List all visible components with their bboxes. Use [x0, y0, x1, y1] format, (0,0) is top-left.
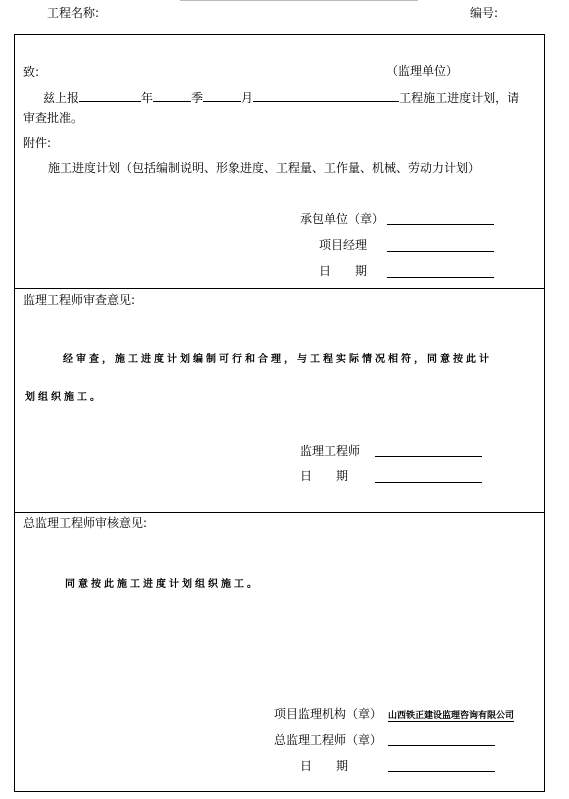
date-label-1: 日 期 — [319, 264, 368, 278]
org-label: 项目监理机构（章） — [274, 707, 383, 721]
contractor-label: 承包单位（章） — [300, 212, 385, 226]
quarter-blank[interactable] — [203, 89, 241, 102]
project-name-label: 工程名称: — [47, 6, 100, 20]
year-blank[interactable] — [153, 89, 191, 102]
section-divider-1 — [15, 288, 544, 289]
to-label: 致: — [23, 65, 40, 79]
section-divider-2 — [15, 512, 544, 513]
chief-label: 总监理工程师（章） — [274, 733, 383, 747]
date-line-2[interactable] — [375, 482, 482, 483]
date-line-3[interactable] — [388, 771, 495, 772]
supervision-unit-label: （监理单位） — [386, 64, 459, 78]
pm-signature-line[interactable] — [387, 251, 494, 252]
report-line2: 审查批准。 — [23, 111, 84, 125]
report-suffix: 工程施工进度计划，请 — [399, 91, 520, 105]
number-label: 编号: — [470, 6, 499, 20]
engineer-opinion-line2: 划组织施工。 — [25, 392, 103, 403]
contractor-signature-line[interactable] — [387, 224, 494, 225]
pm-label: 项目经理 — [319, 238, 368, 252]
month-blank[interactable] — [253, 89, 399, 102]
chief-opinion: 同意按此施工进度计划组织施工。 — [65, 579, 260, 590]
engineer-label: 监理工程师 — [300, 444, 361, 458]
engineer-opinion-line1: 经审查，施工进度计划编制可行和合理，与工程实际情况相符，同意按此计 — [63, 354, 492, 365]
attachment-label: 附件: — [23, 136, 52, 150]
chief-signature-line[interactable] — [388, 745, 495, 746]
date-line-1[interactable] — [387, 277, 494, 278]
quarter-label: 季 — [191, 91, 204, 105]
date-label-2: 日 期 — [300, 469, 349, 483]
attachment-text: 施工进度计划（包括编制说明、形象进度、工程量、工作量、机械、劳动力计划） — [48, 161, 481, 175]
engineer-signature-line[interactable] — [375, 456, 482, 457]
engineer-review-title: 监理工程师审查意见: — [23, 293, 136, 307]
top-separator — [180, 0, 418, 1]
report-prefix: 兹上报 — [43, 91, 80, 105]
org-stamp: 山西铁正建设监理咨询有限公司 — [388, 708, 514, 722]
report-line — [43, 89, 519, 106]
year-label: 年 — [141, 91, 154, 105]
date-label-3: 日 期 — [300, 759, 349, 773]
report-form — [14, 34, 545, 792]
chief-review-title: 总监理工程师审核意见: — [23, 516, 148, 530]
month-label: 月 — [241, 91, 254, 105]
project-blank[interactable] — [79, 89, 141, 102]
